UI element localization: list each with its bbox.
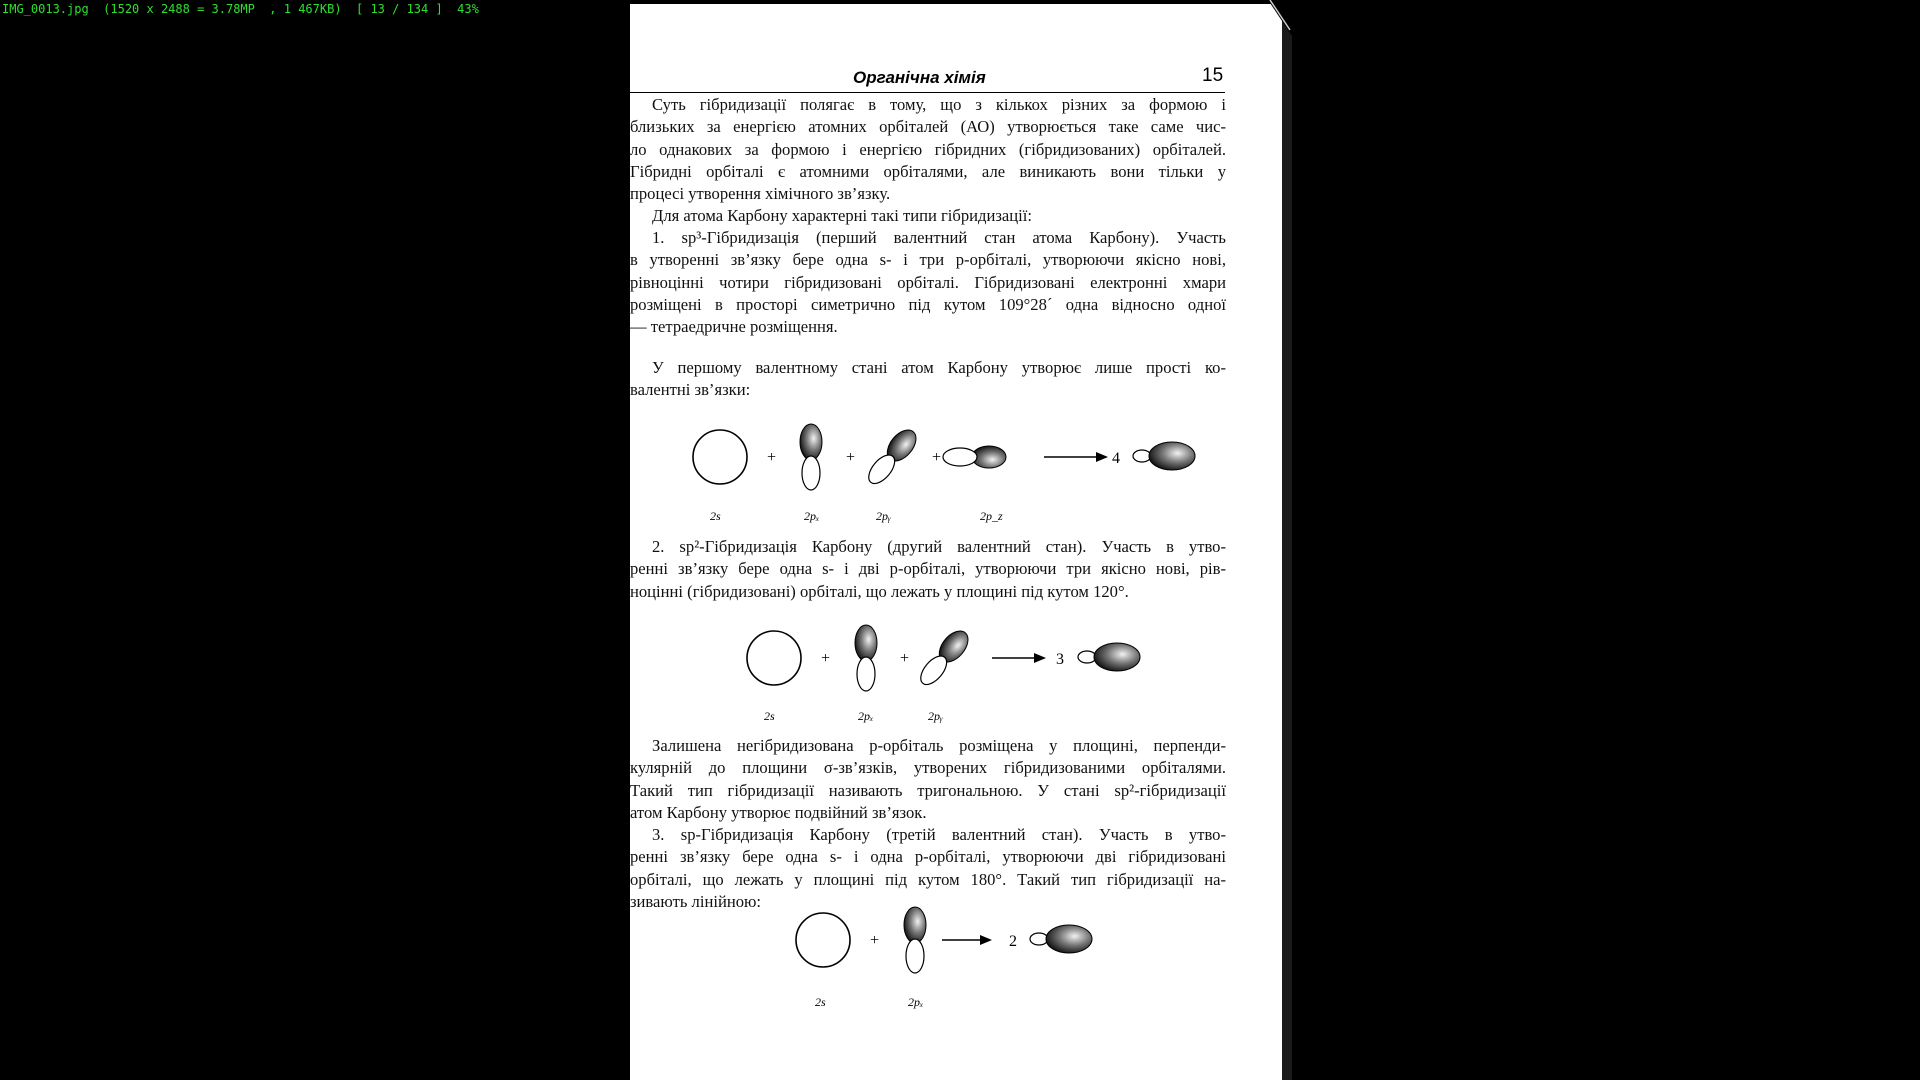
- orbital-label: 2pₓ: [858, 709, 874, 723]
- orbital-label: 2pᵧ: [876, 509, 891, 523]
- hybrid-orbital: [1078, 643, 1140, 671]
- text-line: ренні зв’язку бере одна s- і дві p-орбіталі, утворюючи три якісно нові, рів-: [630, 559, 1226, 579]
- status-bar: IMG_0013.jpg (1520 x 2488 = 3.78MP , 1 467KB) [ 13 / 134 ] 43%: [2, 2, 479, 16]
- s-orbital: [747, 631, 801, 685]
- sp3-diagram: [630, 412, 1290, 532]
- px-orbital: [855, 625, 877, 691]
- plus-sign: +: [821, 650, 831, 667]
- reaction-arrow: [942, 935, 992, 945]
- page-number: 15: [1202, 65, 1224, 86]
- text-line: кулярній до площини σ-зв’язків, утворених гібридизованими орбіталями.: [630, 758, 1226, 778]
- py-orbital: [862, 425, 921, 490]
- text-line: в утворенні зв’язку бере одна s- і три p-орбіталі, утворюючи якісно нові,: [630, 250, 1226, 270]
- text-line: ноцінні (гібридизовані) орбіталі, що лежать у площині під кутом 120°.: [630, 581, 1129, 601]
- text-line: Суть гібридизації полягає в тому, що з кількох різних за формою і: [652, 95, 1226, 114]
- paragraph-hybridization-essence: [630, 94, 1226, 205]
- text-line: Гібридні орбіталі є атомними орбіталями, але виникають вони тільки у: [630, 161, 1226, 181]
- orbital-label: 2s: [710, 509, 721, 523]
- orbital-label: 2pₓ: [908, 995, 924, 1009]
- text-line: розміщені в просторі симетрично під кутом 109°28´ одна відносно одної: [630, 294, 1226, 314]
- paragraph-types-intro: [630, 205, 1226, 227]
- text-line: рівноцінні чотири гібридизовані орбіталі. Гібридизовані електронні хмари: [630, 272, 1226, 292]
- text-line: процесі утворення хімічного зв’язку.: [630, 184, 891, 204]
- px-orbital: [904, 907, 926, 973]
- text-line: ло однакових за формою і енергією гібридних (гібридизованих) орбіталей.: [630, 139, 1226, 159]
- page-shadow-edge: [1282, 0, 1292, 1080]
- paragraph-sp3: [630, 227, 1226, 338]
- plus-sign: +: [870, 932, 880, 949]
- plus-sign: +: [932, 449, 942, 466]
- plus-sign: +: [767, 449, 777, 466]
- hybrid-orbital: [1133, 442, 1195, 470]
- page-header: [630, 62, 1225, 93]
- hybrid-count: 4: [1112, 450, 1120, 467]
- paragraph-first-state: [630, 357, 1226, 402]
- orbital-label: 2pᵧ: [928, 709, 943, 723]
- orbital-label: 2s: [815, 995, 826, 1009]
- paragraph-unhybridized: [630, 735, 1226, 824]
- text-line: — тетраедричне розміщення.: [630, 317, 838, 337]
- orbital-label: 2p_z: [980, 509, 1003, 523]
- orbital-label: 2pₓ: [804, 509, 820, 523]
- hybrid-count: 3: [1056, 651, 1064, 668]
- text-line: атом Карбону утворює подвійний зв’язок.: [630, 802, 927, 822]
- text-line: 2. sp²-Гібридизація Карбону (другий валентний стан). Участь в утво-: [652, 537, 1226, 556]
- text-line: валентні зв’язки:: [630, 380, 751, 400]
- text-line: близьких за енергією атомних орбіталей (АО) утворюється таке саме чис-: [630, 117, 1226, 137]
- orbital-label: 2s: [764, 709, 775, 723]
- hybrid-orbital: [1030, 925, 1092, 953]
- paragraph-sp2: [630, 536, 1226, 603]
- header-title: Органічна хімія: [853, 68, 986, 87]
- text-line: Для атома Карбону характерні такі типи гібридизації:: [652, 206, 1032, 225]
- text-line: зивають лінійною:: [630, 891, 762, 911]
- px-orbital: [800, 424, 822, 490]
- s-orbital: [796, 913, 850, 967]
- plus-sign: +: [846, 449, 856, 466]
- plus-sign: +: [900, 650, 910, 667]
- pz-orbital: [943, 446, 1006, 468]
- sp-diagram: [630, 902, 1290, 1017]
- text-line: Залишена негібридизована p-орбіталь розміщена у площині, перпенди-: [652, 736, 1226, 755]
- s-orbital: [693, 430, 747, 484]
- scanned-page: [630, 4, 1290, 1080]
- reaction-arrow: [1044, 452, 1108, 462]
- text-line: ренні зв’язку бере одна s- і одна p-орбіталі, утворюючи дві гібридизовані: [630, 847, 1226, 867]
- sp2-diagram: [630, 614, 1290, 724]
- text-line: 1. sp³-Гібридизація (перший валентний стан атома Карбону). Участь: [652, 228, 1226, 247]
- text-line: У першому валентному стані атом Карбону утворює лише прості ко-: [652, 358, 1226, 377]
- text-line: Такий тип гібридизації називають тригональною. У стані sp²-гібридизації: [630, 780, 1226, 800]
- paragraph-sp: [630, 824, 1226, 913]
- page-fold-corner: [1268, 0, 1292, 36]
- reaction-arrow: [992, 653, 1046, 663]
- hybrid-count: 2: [1009, 933, 1017, 950]
- py-orbital: [914, 626, 973, 691]
- text-line: орбіталі, що лежать у площині під кутом 180°. Такий тип гібридизації на-: [630, 869, 1226, 889]
- text-line: 3. sp-Гібридизація Карбону (третій валентний стан). Участь в утво-: [652, 825, 1226, 844]
